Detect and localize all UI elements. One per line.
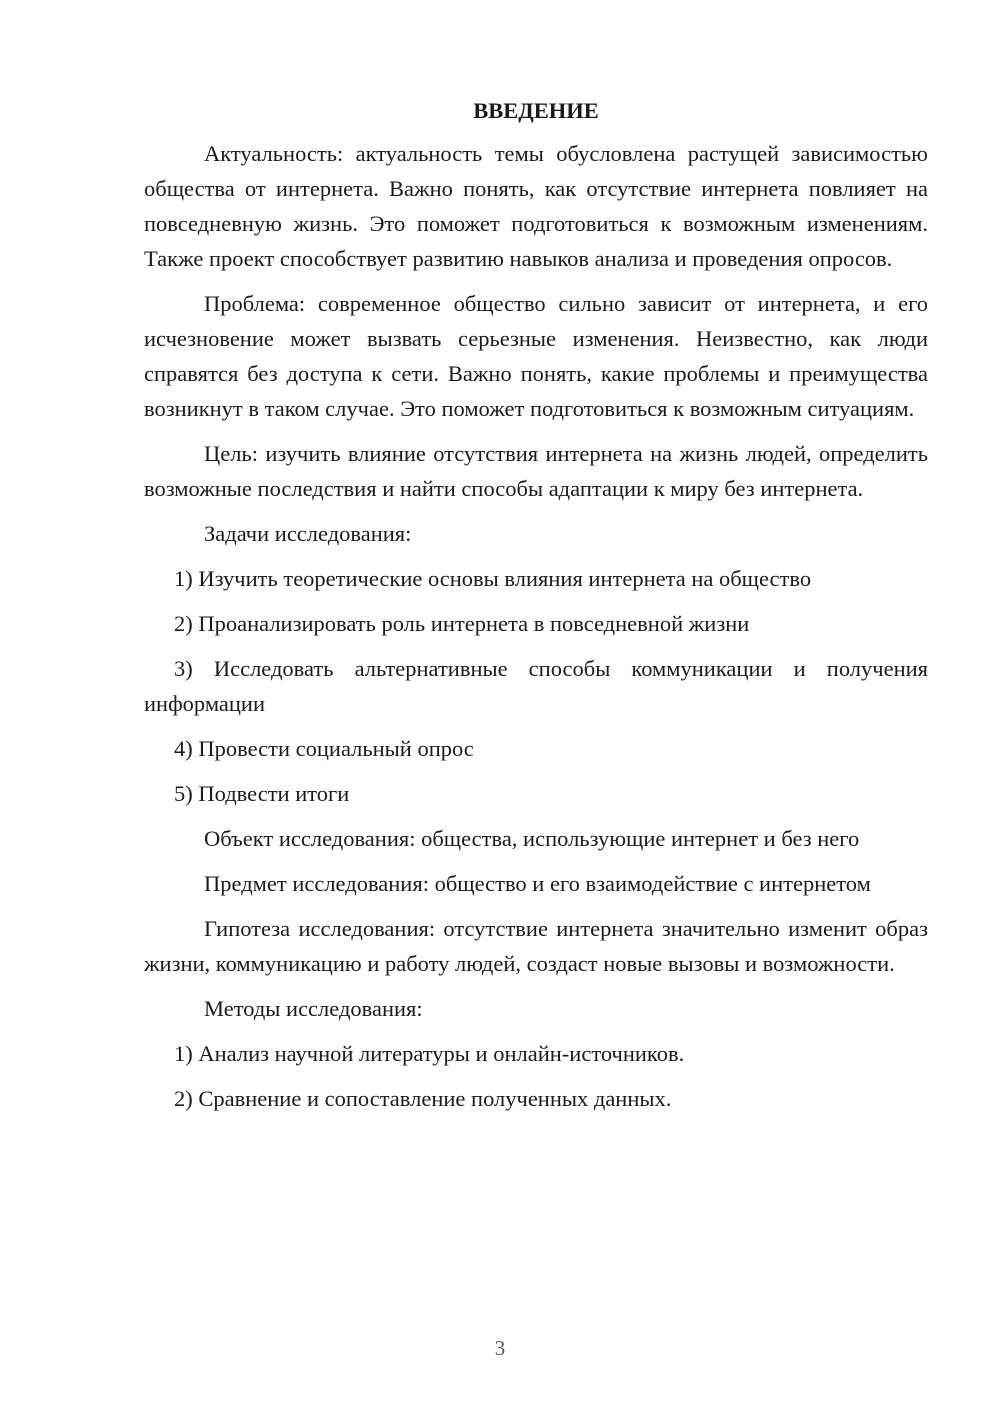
tasks-heading: Задачи исследования: [204,521,412,546]
paragraph-problem: Проблема: современное общество сильно зависит от интернета, и его исчезновение может вызвать серьезные изменения. Неизвестно, как люди справятся без доступа к сети. Важно понять, какие проблемы и преимущества возникнут в таком случае. Это поможет подготовиться к возможным ситуациям. [144,291,928,421]
research-hypothesis: Гипотеза исследования: отсутствие интернета значительно изменит образ жизни, коммуникацию и работу людей, создаст новые вызовы и возможности. [144,916,928,976]
task-item-2: 2) Проанализировать роль интернета в повседневной жизни [174,611,750,636]
task-item-5: 5) Подвести итоги [174,781,350,806]
page-number: 3 [494,1336,506,1360]
task-item-4: 4) Провести социальный опрос [174,736,474,761]
task-item-1: 1) Изучить теоретические основы влияния интернета на общество [174,566,812,591]
page-title: ВВЕДЕНИЕ [473,98,599,123]
method-item-2: 2) Сравнение и сопоставление полученных данных. [174,1086,672,1111]
methods-heading: Методы исследования: [204,996,423,1021]
paragraph-goal: Цель: изучить влияние отсутствия интернета на жизнь людей, определить возможные последствия и найти способы адаптации к миру без интернета. [144,441,928,501]
paragraph-relevance: Актуальность: актуальность темы обусловлена растущей зависимостью общества от интернета. Важно понять, как отсутствие интернета повлияет на повседневную жизнь. Это поможет подготовиться к возможным изменениям. Также проект способствует развитию навыков анализа и проведения опросов. [144,141,928,271]
research-object: Объект исследования: общества, использующие интернет и без него [204,826,860,851]
research-subject: Предмет исследования: общество и его взаимодействие с интернетом [204,871,871,896]
method-item-1: 1) Анализ научной литературы и онлайн-источников. [174,1041,685,1066]
task-item-3: 3) Исследовать альтернативные способы коммуникации и получения информации [144,656,928,716]
